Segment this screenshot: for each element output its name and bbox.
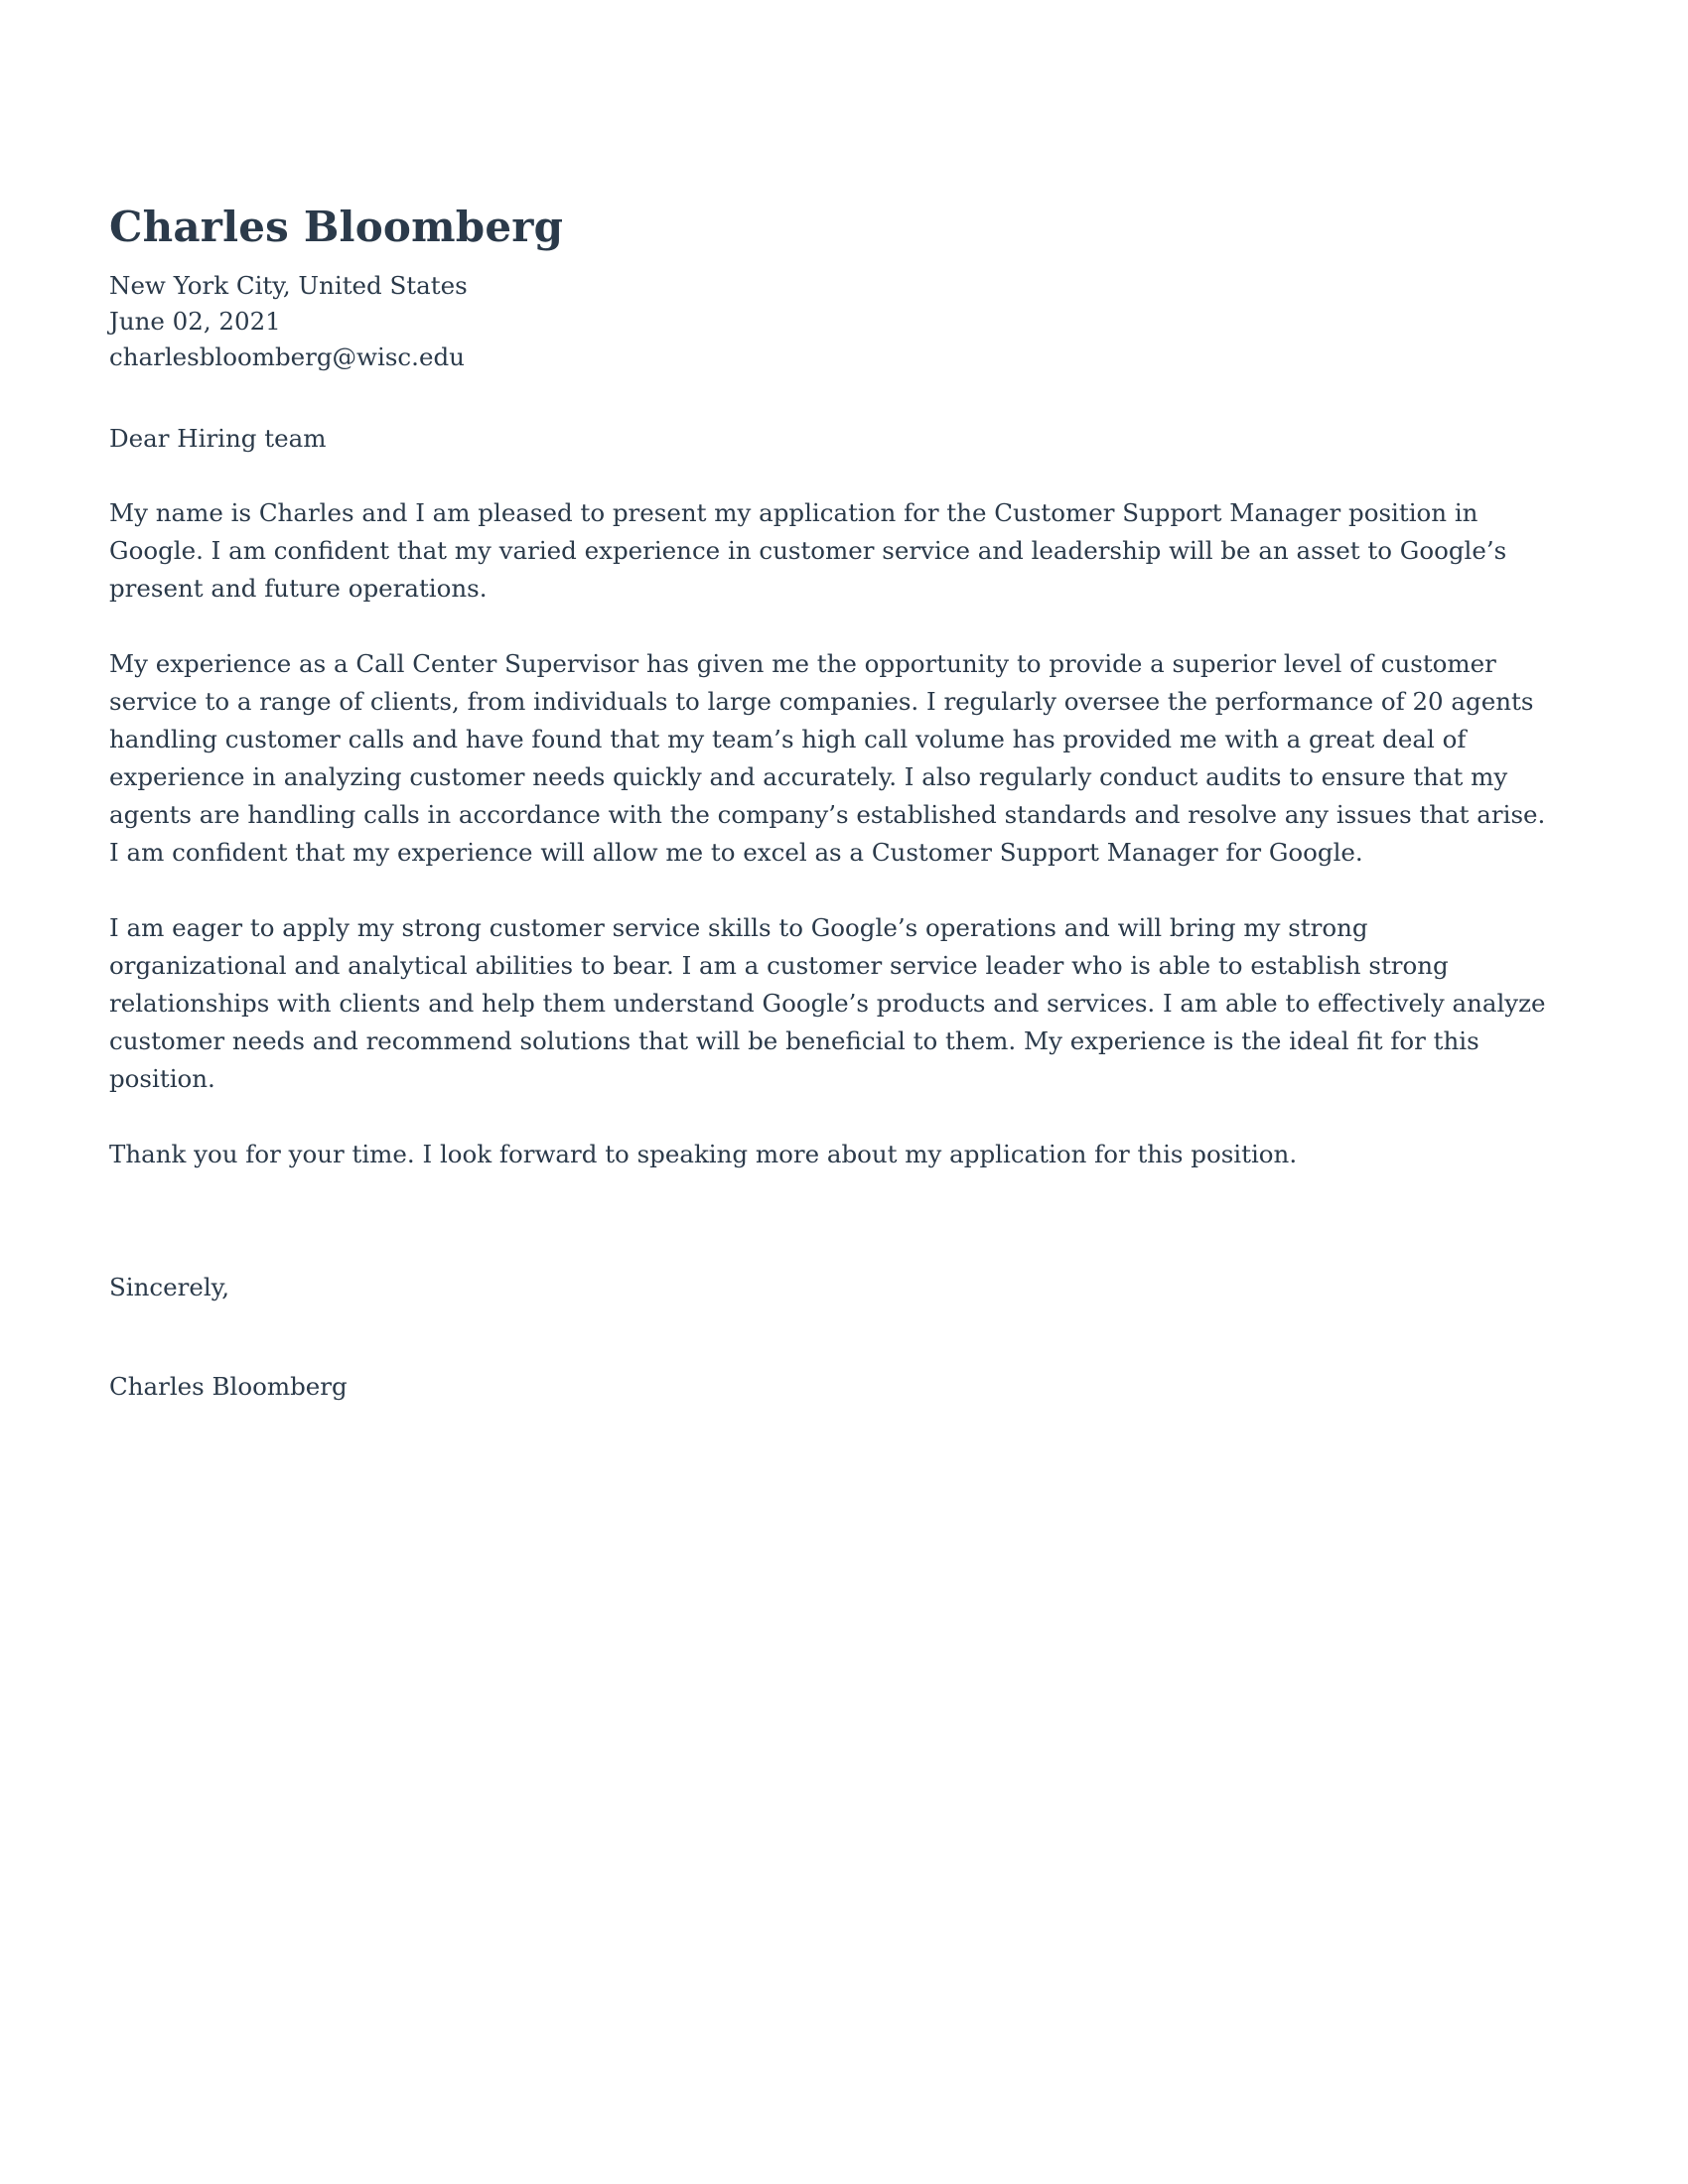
salutation: Dear Hiring team bbox=[109, 424, 327, 454]
body-paragraph-1: My name is Charles and I am pleased to present my application for the Customer Support Manager position in Google. I am confident that my varied experience in customer service and leadership will be an asset to Google’s present and future operations. bbox=[109, 498, 1507, 604]
closing-line: Sincerely, bbox=[109, 1273, 230, 1302]
cover-letter bbox=[109, 204, 1549, 1406]
sender-name-heading: Charles Bloomberg bbox=[109, 203, 564, 251]
body-paragraph-2: My experience as a Call Center Supervisor has given me the opportunity to provide a superior level of customer service to a range of clients, from individuals to large companies. I regularly oversee the performance of 20 agents handling customer calls and have found that my team’s high call volume has provided me with a great deal of experience in analyzing customer needs quickly and accurately. I also regularly conduct audits to ensure that my agents are handling calls in accordance with the company’s established standards and resolve any issues that arise. I am confident that my experience will allow me to excel as a Customer Support Manager for Google. bbox=[109, 649, 1546, 868]
sender-location: New York City, United States bbox=[109, 271, 468, 301]
sender-email: charlesbloomberg@wisc.edu bbox=[109, 342, 465, 372]
body-paragraph-3: I am eager to apply my strong customer service skills to Google’s operations and will bring my strong organizational and analytical abilities to bear. I am a customer service leader who is able to establish strong relationships with clients and help them understand Google’s products and services. I am able to effectively analyze customer needs and recommend solutions that will be beneficial to them. My experience is the ideal fit for this position. bbox=[109, 913, 1546, 1094]
sender-contact-block bbox=[109, 268, 1549, 375]
letter-date: June 02, 2021 bbox=[109, 307, 281, 337]
body-paragraph-4: Thank you for your time. I look forward to speaking more about my application for this position. bbox=[109, 1140, 1298, 1169]
signature-name: Charles Bloomberg bbox=[109, 1372, 348, 1402]
